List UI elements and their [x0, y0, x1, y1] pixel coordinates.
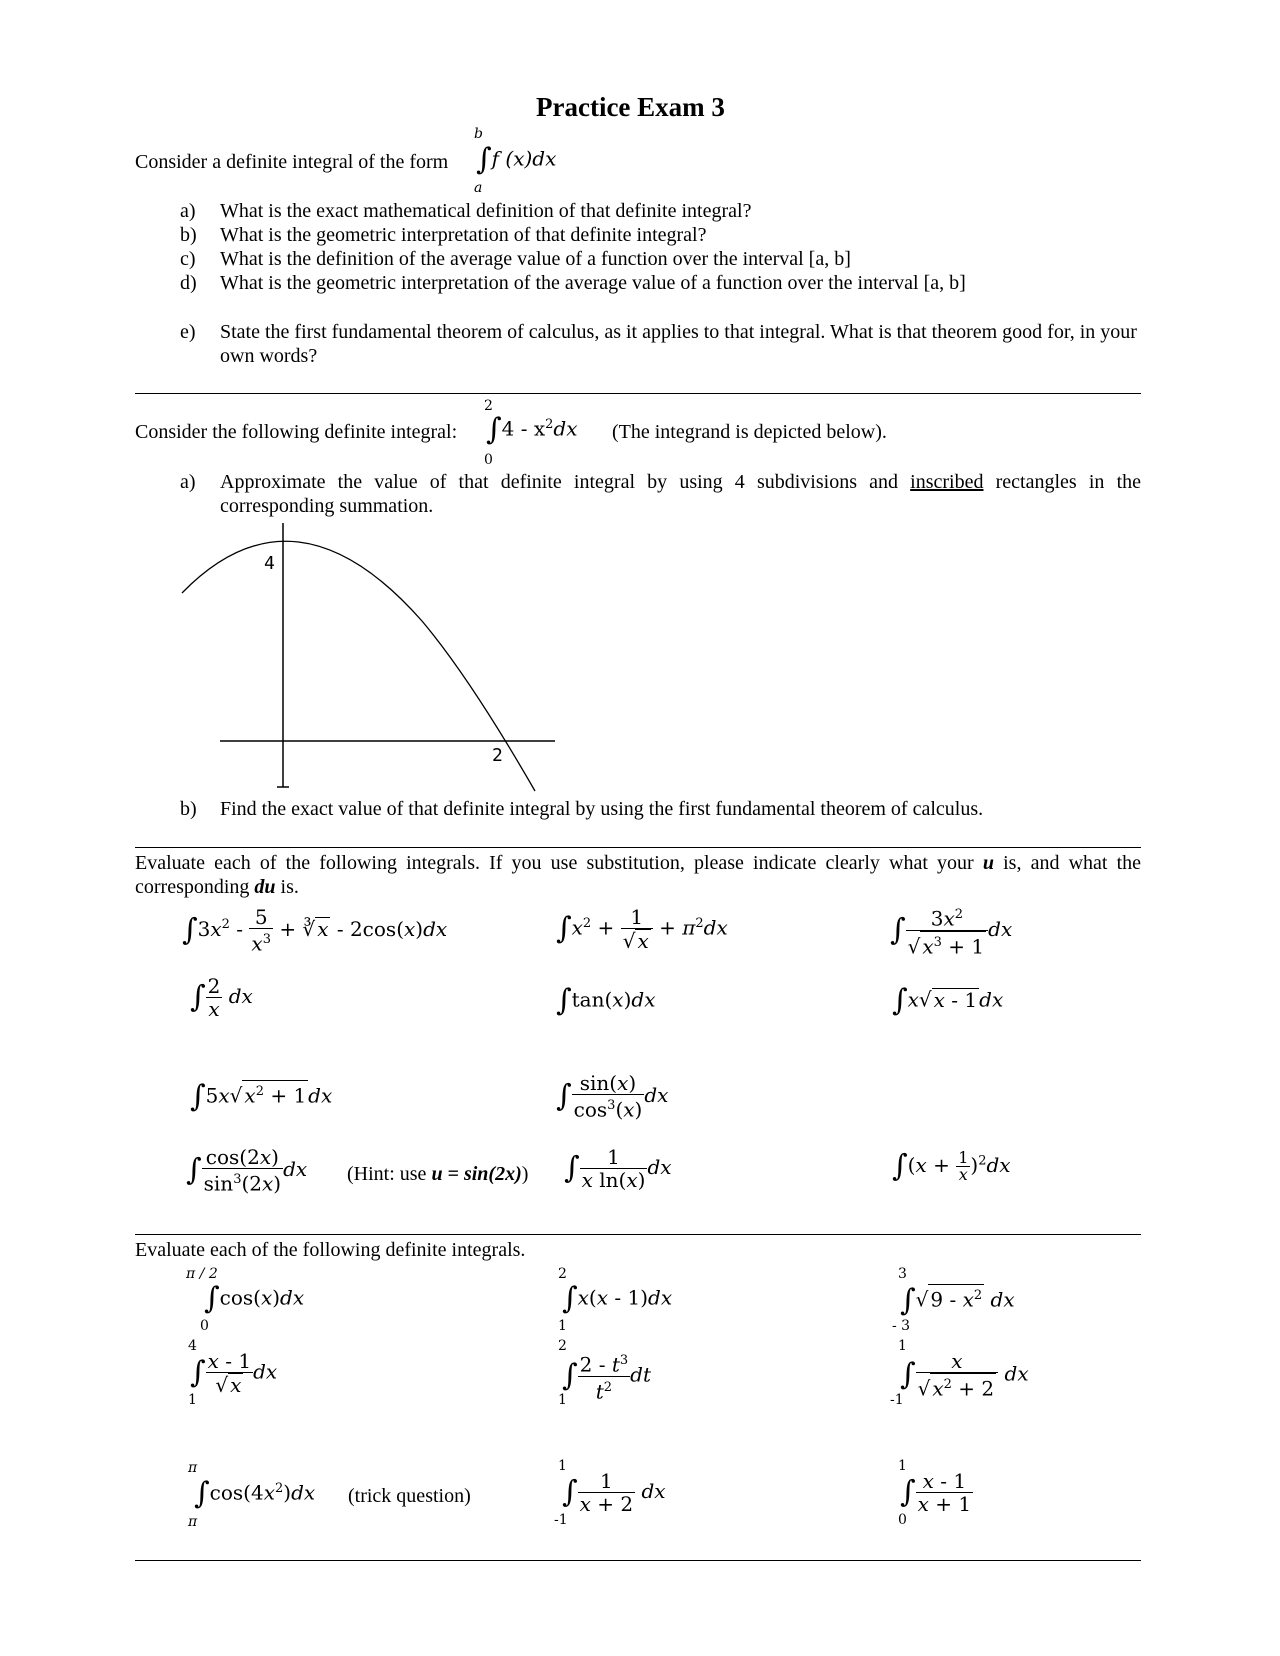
integral-expression: ∫x√ x - 1 dx	[892, 983, 1004, 1018]
item-label: d)	[180, 272, 197, 294]
integral-expression: ∫cos(x)dx	[204, 1281, 305, 1316]
integral-expression: ∫ $\frac{\sin(x)}{\cos^3(x)}$ dx	[556, 1071, 669, 1122]
integral-expression: ∫x(x - 1)dx	[562, 1281, 673, 1316]
integral-expression: ∫(x + $\frac{1}{x}$ )$^2$dx	[892, 1148, 1011, 1184]
integral-expression: ∫ $\frac{1}{x + 2}$ dx	[562, 1469, 666, 1516]
x-axis-label: 2	[492, 745, 503, 766]
integral-expression: ∫ $\frac{2 - t^3}{t^2}$ dt	[562, 1350, 651, 1402]
item-text: What is the geometric interpretation of the average value of a function over the interval [a, b]	[220, 272, 966, 294]
y-axis-label: 4	[264, 553, 275, 574]
integral-upper-limit: b	[474, 126, 483, 142]
integral-upper-limit: 2	[484, 398, 493, 414]
integral-lower-limit: 0	[200, 1318, 209, 1334]
item-label: a)	[180, 200, 196, 222]
integrand-note: (The integrand is depicted below).	[612, 421, 887, 443]
integral-upper-limit: π	[188, 1460, 198, 1476]
substitution-hint: (Hint: use u = sin(2x))	[347, 1163, 529, 1185]
divider	[135, 847, 1141, 848]
parabola-curve	[182, 541, 535, 791]
integral-upper-limit: 1	[898, 1458, 907, 1474]
integral-expression: ∫ $\frac{x - 1}{x + 1}$	[900, 1469, 972, 1516]
section4-intro: Evaluate each of the following definite integrals.	[135, 1239, 526, 1261]
integral-expression: ∫ $\frac{3x^2}{√ x^3 + 1}$ dx	[890, 904, 1012, 957]
integral-expression: $\int x^2$ + $\frac{1}{√ x}$ + $\pi^2dx$	[556, 905, 728, 953]
item-label: e)	[180, 321, 196, 343]
integral-lower-limit: 0	[484, 452, 493, 468]
integral-upper-limit: π / 2	[186, 1266, 218, 1282]
integral-expression: ∫ $\frac{x}{√ x^2 + 2}$ dx	[900, 1349, 1029, 1401]
integral-expression: ∫ $\frac{\cos(2x)}{\sin^3(2x)}$ dx	[186, 1145, 308, 1196]
integral-expression: ∫ $\frac{1}{\text{x ln(x)}}$ dx	[564, 1145, 672, 1192]
item-text: What is the exact mathematical definition of that definite integral?	[220, 200, 752, 222]
definite-integral-expression: $\int 4 - x^2dx$	[486, 412, 578, 448]
integral-expression: $\int 3x^2$ - $\frac{5}{x^3}$ + ∛ x - 2cos(x)dx	[182, 905, 448, 956]
integral-lower-limit: -1	[554, 1512, 568, 1528]
integrand-graph	[170, 515, 570, 805]
item-label: c)	[180, 248, 196, 270]
integral-lower-limit: 1	[558, 1318, 567, 1334]
integral-expression: ∫5x√ $x^2 + 1$ dx	[190, 1079, 333, 1115]
integral-lower-limit: - 3	[892, 1318, 911, 1334]
page-title: Practice Exam 3	[536, 92, 725, 122]
item-label: b)	[180, 798, 197, 820]
divider	[135, 393, 1141, 394]
integral-expression: ∫ $\frac{2}{x}$ dx	[190, 974, 253, 1021]
item-label: b)	[180, 224, 197, 246]
integral-lower-limit: 0	[898, 1512, 907, 1528]
integral-expression: $\int\cos(4x^2)dx$	[194, 1476, 316, 1512]
item-text: What is the geometric interpretation of that definite integral?	[220, 224, 707, 246]
integral-upper-limit: 1	[558, 1458, 567, 1474]
item-text: Find the exact value of that definite integral by using the first fundamental theorem of calculus.	[220, 798, 984, 820]
divider	[135, 1234, 1141, 1235]
item-text: State the first fundamental theorem of calculus, as it applies to that integral. What is that theorem good for, in your own words?	[220, 321, 1137, 367]
integral-expression: ∫ $\frac{x - 1}{√ x}$ dx	[190, 1349, 278, 1397]
integral-lower-limit: 1	[188, 1392, 197, 1408]
integral-lower-limit: a	[474, 180, 483, 196]
integral-expression: ∫√ $9 - x^2$ dx	[900, 1283, 1015, 1319]
integral-upper-limit: 2	[558, 1266, 567, 1282]
integral-upper-limit: 2	[558, 1338, 567, 1354]
integral-upper-limit: 4	[188, 1338, 197, 1354]
integral-lower-limit: -1	[890, 1392, 904, 1408]
item-label: a)	[180, 471, 196, 493]
integral-upper-limit: 1	[898, 1338, 907, 1354]
integral-lower-limit: π	[188, 1514, 198, 1530]
definite-integral-expression: ∫f (x)dx	[476, 142, 557, 177]
item-text: Approximate the value of that definite integral by using 4 subdivisions and inscribed rectangles in the corresponding summation.	[220, 471, 1142, 517]
trick-question-note: (trick question)	[348, 1485, 471, 1507]
integral-lower-limit: 1	[558, 1392, 567, 1408]
integral-expression: ∫tan(x)dx	[556, 983, 656, 1018]
section3-intro: Evaluate each of the following integrals. If you use substitution, please indicate clearly what your u is, and what the corresponding du is.	[135, 852, 1142, 898]
divider	[135, 1560, 1141, 1561]
integral-upper-limit: 3	[898, 1266, 907, 1282]
item-text: What is the definition of the average value of a function over the interval [a, b]	[220, 248, 851, 270]
section2-intro: Consider the following definite integral:	[135, 421, 458, 443]
section1-intro: Consider a definite integral of the form	[135, 151, 449, 173]
